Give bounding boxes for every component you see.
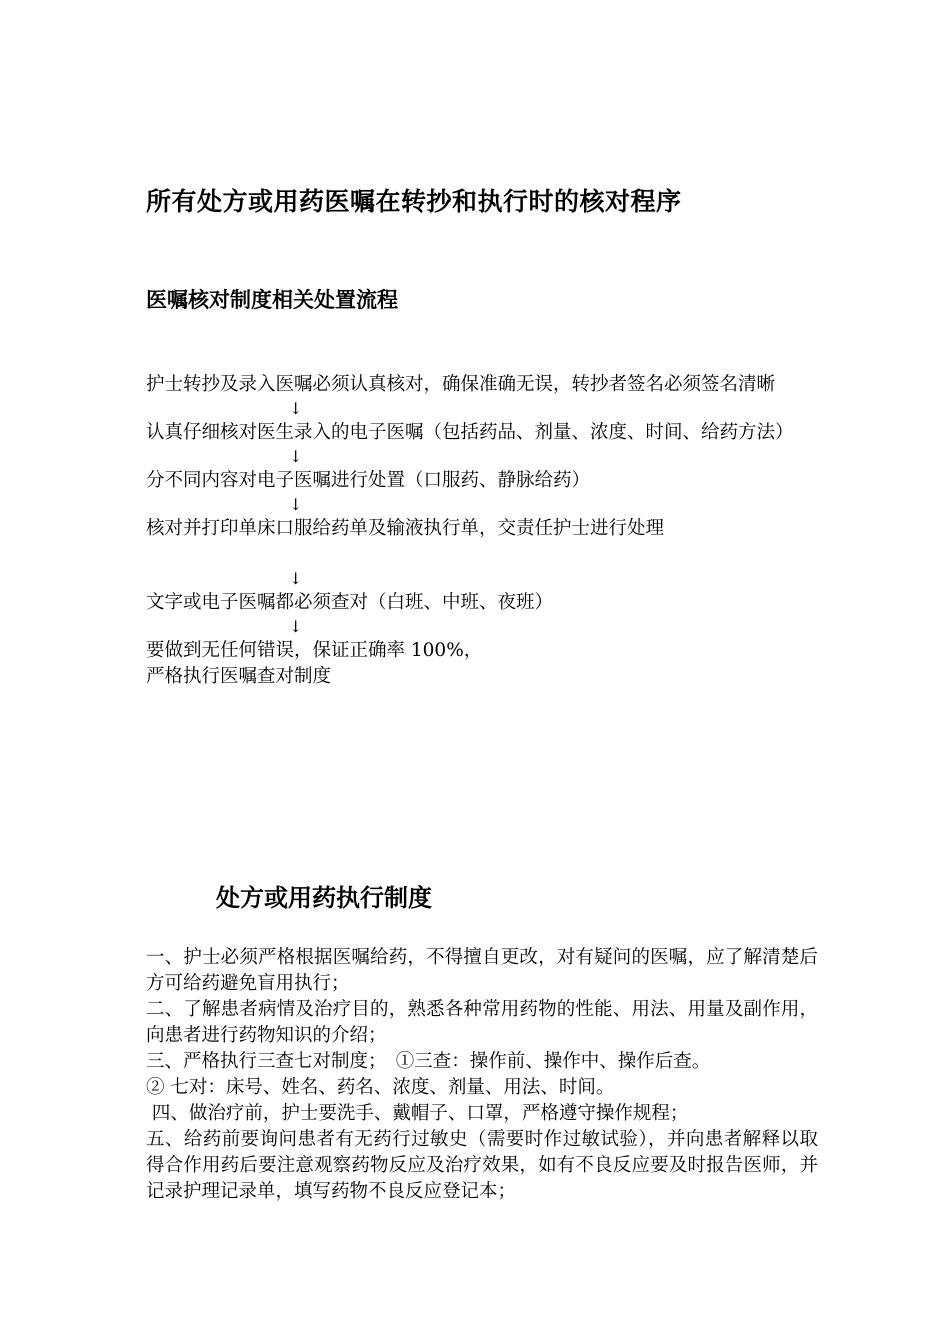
flow-step: 严格执行医嘱查对制度: [146, 666, 332, 687]
flow-section: [146, 372, 816, 690]
spacer: [146, 542, 816, 568]
rule-item: 五、给药前要询问患者有无药行过敏史（需要时作过敏试验），并向患者解释以取得合作用药后要注意观察药物反应及治疗效果，如有不良反应要及时报告医师，并记录护理记录单，填写药物不良反应登记本；: [146, 1129, 818, 1202]
flow-heading: 医嘱核对制度相关处置流程: [146, 287, 398, 312]
flow-step: 文字或电子医嘱都必须查对（白班、中班、夜班）: [146, 592, 554, 613]
flow-step: 分不同内容对电子医嘱进行处置（口服药、静脉给药）: [146, 470, 591, 491]
down-arrow-icon: ↓: [289, 399, 303, 418]
document-title: 所有处方或用药医嘱在转抄和执行时的核对程序: [146, 187, 682, 216]
rule-item: 二、了解患者病情及治疗目的，熟悉各种常用药物的性能、用法、用量及副作用，向患者进行药物知识的介绍；: [146, 999, 818, 1046]
rule-item: ② 七对：床号、姓名、药名、浓度、剂量、用法、时间。: [146, 1077, 615, 1098]
flow-step: 认真仔细核对医生录入的电子医嘱（包括药品、剂量、浓度、时间、给药方法）: [146, 422, 794, 443]
down-arrow-icon: ↓: [289, 447, 303, 466]
rules-heading: 处方或用药执行制度: [216, 883, 432, 912]
flow-step: 护士转抄及录入医嘱必须认真核对，确保准确无误，转抄者签名必须签名清晰: [146, 374, 776, 395]
rules-section: [146, 945, 818, 1205]
flow-step: 要做到无任何错误，保证正确率 100%，: [146, 640, 483, 661]
rule-item: 一、护士必须严格根据医嘱给药，不得擅自更改，对有疑问的医嘱，应了解清楚后方可给药避免盲用执行；: [146, 947, 818, 994]
flow-step: 核对并打印单床口服给药单及输液执行单，交责任护士进行处理: [146, 518, 665, 539]
down-arrow-icon: ↓: [289, 569, 303, 588]
down-arrow-icon: ↓: [289, 495, 303, 514]
rule-item: 四、做治疗前，护士要洗手、戴帽子、口罩，严格遵守操作规程；: [146, 1103, 689, 1124]
down-arrow-icon: ↓: [289, 617, 303, 636]
rule-item: 三、严格执行三查七对制度； ①三查：操作前、操作中、操作后查。: [146, 1051, 711, 1072]
